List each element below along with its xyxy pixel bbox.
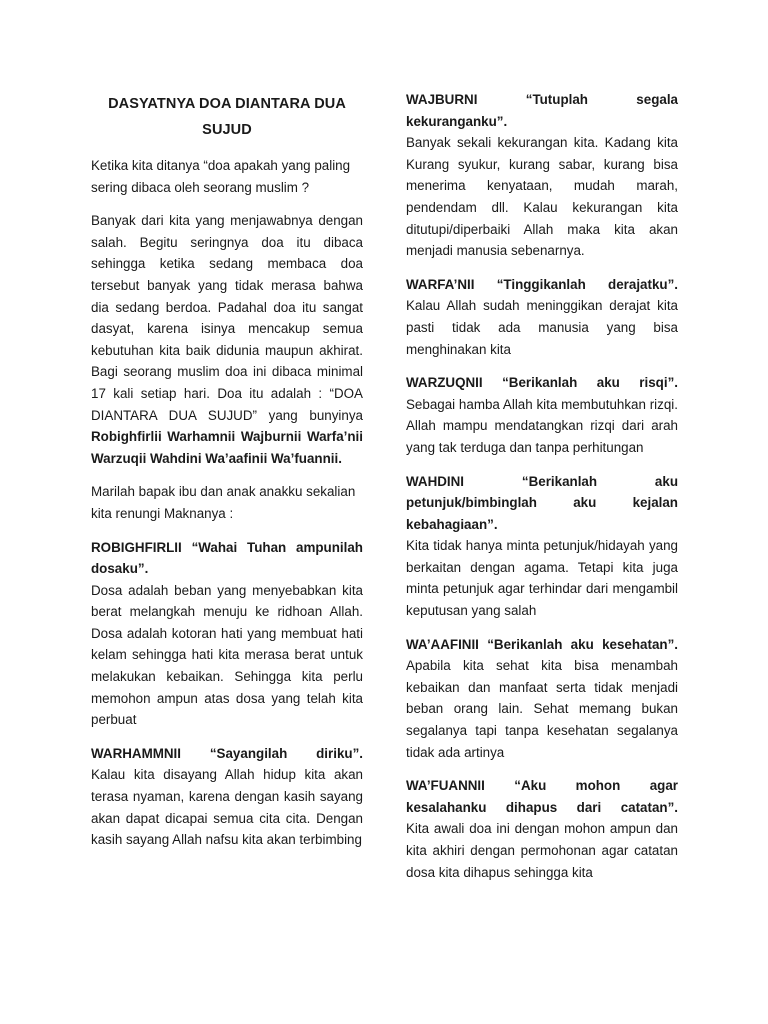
entry-term: WAHDINI “Berikanlah aku petunjuk/bimbinglah aku kejalan kebahagiaan”.: [406, 473, 678, 532]
entry-term: WAJBURNI “Tutuplah segala kekuranganku”.: [406, 92, 678, 129]
entry-wafuannii: [406, 775, 678, 883]
right-column: [406, 91, 678, 895]
entry-robighfirlii: [91, 537, 363, 731]
entry-warzuqnii: [406, 372, 678, 458]
entry-term: WARZUQNII “Berikanlah aku risqi”.: [406, 375, 678, 391]
entry-body: Kalau Allah sudah meninggikan derajat kita pasti tidak ada manusia yang bisa menghinakan kita: [406, 298, 678, 357]
intro-question: Ketika kita ditanya “doa apakah yang paling sering dibaca oleh seorang muslim ?: [91, 158, 351, 195]
entry-wahdini: [406, 471, 678, 622]
entry-waaafinii: [406, 634, 678, 764]
entry-body: Kita tidak hanya minta petunjuk/hidayah yang berkaitan dengan agama. Tetapi kita juga minta petunjuk agar terhindar dari mengambil keputusan yang salah: [406, 538, 678, 619]
entry-term: ROBIGHFIRLII “Wahai Tuhan ampunilah dosaku”.: [91, 539, 363, 577]
entry-warfanii: [406, 274, 678, 360]
page-title: DASYATNYA DOA DIANTARA DUA SUJUD: [108, 96, 346, 138]
intro-paragraph-text: Banyak dari kita yang menjawabnya dengan salah. Begitu seringnya doa itu dibaca sehingga ketika sedang membaca doa tersebut banyak yang tidak merasa bahwa dia sedang berdoa. Padahal doa itu sangat dasyat, karena isinya mencakup semua kebutuhan kita baik didunia maupun akhirat. Bagi seorang muslim doa ini dibaca minimal 17 kali setiap hari. Doa itu adalah : “DOA DIANTARA DUA SUJUD” yang bunyinya: [91, 213, 363, 423]
entry-body: Kita awali doa ini dengan mohon ampun dan kita akhiri dengan permohonan agar catatan dosa kita dihapus sehingga kita: [406, 821, 678, 880]
entry-term: WA’FUANNII “Aku mohon agar kesalahanku dihapus dari catatan”.: [406, 778, 678, 815]
entry-body: Dosa adalah beban yang menyebabkan kita berat melangkah menuju ke ridhoan Allah. Dosa adalah kotoran hati yang membuat hati kelam sehingga hati kita merasa berat untuk melakukan kebaikan. Sehingga kita perlu memohon ampun atas dosa yang telah kita perbuat: [91, 582, 363, 728]
doa-transliteration: Robighfirlii Warhamnii Wajburnii Warfa’nii Warzuqii Wahdini Wa’aafinii Wa’fuannii.: [91, 429, 363, 466]
entry-wajburni: [406, 89, 678, 262]
entry-term: WA’AAFINII “Berikanlah aku kesehatan”.: [406, 636, 678, 652]
entry-body: Banyak sekali kekurangan kita. Kadang kita Kurang syukur, kurang sabar, kurang bisa menerima kenyataan, mudah marah, pendendam dll. Kalau kekurangan kita ditutupi/diperbaiki Allah maka kita akan menjadi manusia sebenarnya.: [406, 135, 678, 259]
entry-warhammnii: [91, 743, 363, 851]
entry-term: WARFA’NII “Tinggikanlah derajatku”.: [406, 276, 678, 292]
invitation-text: Marilah bapak ibu dan anak anakku sekalian kita renungi Maknanya :: [91, 484, 356, 521]
entry-body: Apabila kita sehat kita bisa menambah kebaikan dan manfaat serta tidak menjadi beban orang lain. Sehat memang bukan segalanya tapi tanpa kesehatan segalanya tidak ada artinya: [406, 658, 678, 760]
left-column: [91, 91, 363, 863]
intro-paragraph: [91, 210, 363, 469]
entry-body: Kalau kita disayang Allah hidup kita akan terasa nyaman, karena dengan kasih sayang akan dapat dicapai semua cita cita. Dengan kasih sayang Allah nafsu kita akan terbimbing: [91, 767, 363, 848]
entry-term: WARHAMMNII “Sayangilah diriku”.: [91, 745, 363, 761]
entry-body: Sebagai hamba Allah kita membutuhkan rizqi. Allah mampu mendatangkan rizqi dari arah yang tak terduga dan tanpa perhitungan: [406, 396, 678, 455]
